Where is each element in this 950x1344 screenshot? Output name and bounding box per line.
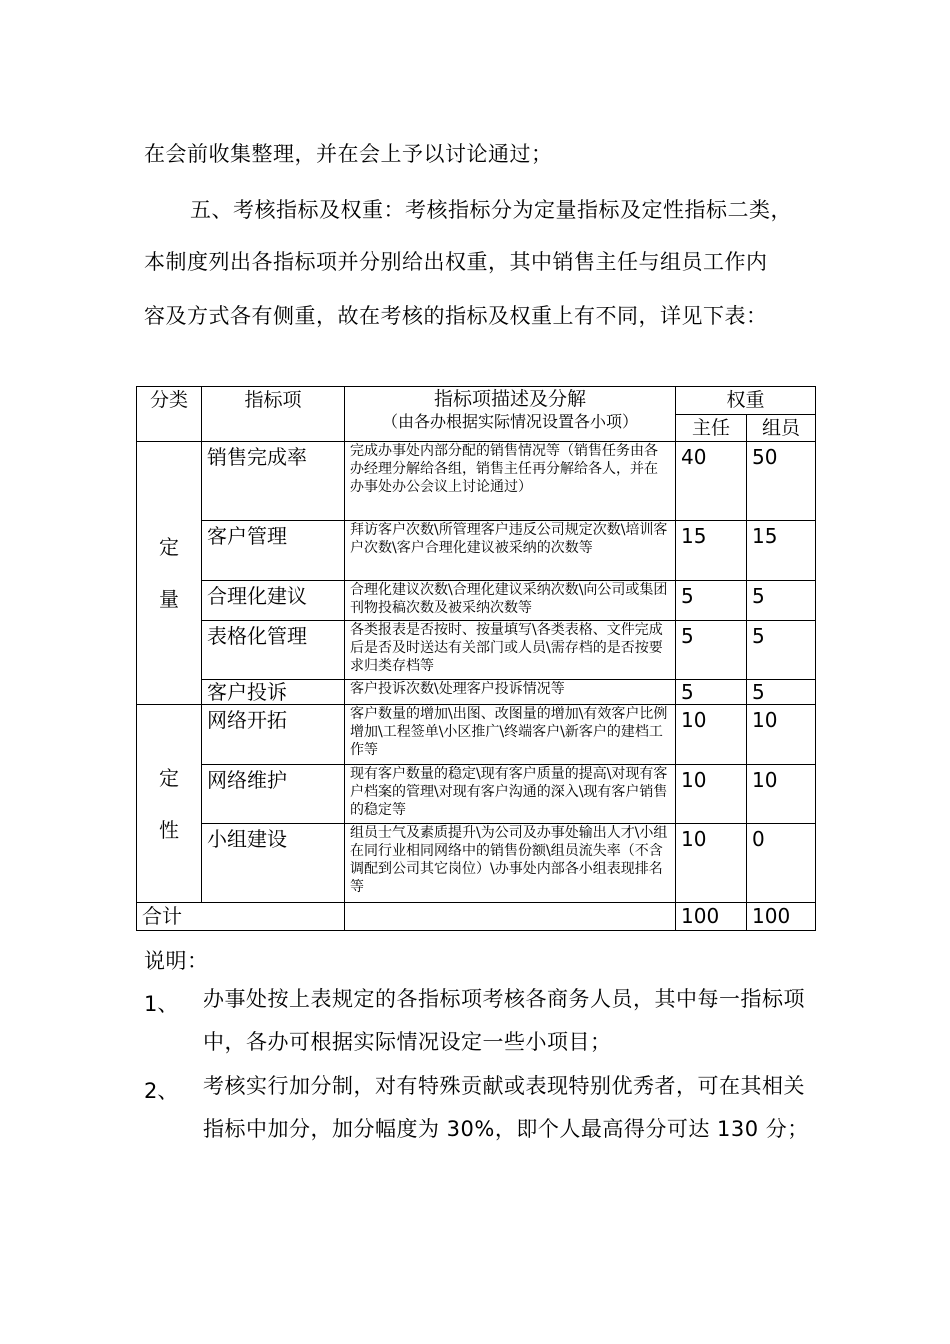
header-description [345, 387, 676, 442]
paragraph-1: 在会前收集整理，并在会上予以讨论通过； [144, 142, 553, 166]
total-director: 100 [676, 903, 747, 931]
table-row [137, 680, 816, 705]
paragraph-2-line-3: 容及方式各有侧重，故在考核的指标及权重上有不同，详见下表： [144, 304, 768, 328]
header-description-subtitle: （由各办根据实际情况设置各小项） [381, 412, 638, 431]
total-row [137, 903, 816, 931]
row-director-weight: 5 [676, 581, 747, 621]
section-5-heading: 五、考核指标及权重：考核指标分为定量指标及定性指标二类， [190, 198, 792, 222]
row-item: 销售完成率 [202, 442, 345, 521]
category-quantitative-char-1: 定 [159, 535, 179, 559]
row-item: 小组建设 [202, 824, 345, 903]
table-row [137, 621, 816, 680]
table-row [137, 765, 816, 824]
row-member-weight: 10 [747, 705, 816, 765]
note-1-number: 1、 [144, 992, 179, 1016]
table-row [137, 442, 816, 521]
row-item: 客户管理 [202, 521, 345, 581]
row-member-weight: 5 [747, 680, 816, 705]
note-2-text: 考核实行加分制，对有特殊贡献或表现特别优秀者，可在其相关指标中加分，加分幅度为 30%，即个人最高得分可达 130 分； [203, 1074, 809, 1141]
category-qualitative-char-2: 性 [159, 817, 179, 842]
total-member: 100 [747, 903, 816, 931]
row-item: 网络维护 [202, 765, 345, 824]
note-1-text: 办事处按上表规定的各指标项考核各商务人员，其中每一指标项中，各办可根据实际情况设定一些小项目； [203, 987, 805, 1054]
category-quantitative-char-2: 量 [159, 587, 179, 611]
row-director-weight: 40 [676, 442, 747, 521]
row-member-weight: 10 [747, 765, 816, 824]
row-item: 合理化建议 [202, 581, 345, 621]
row-member-weight: 0 [747, 824, 816, 903]
header-item: 指标项 [202, 387, 345, 442]
row-director-weight: 5 [676, 680, 747, 705]
table-row [137, 824, 816, 903]
row-director-weight: 10 [676, 705, 747, 765]
table-row [137, 521, 816, 581]
row-director-weight: 10 [676, 824, 747, 903]
row-description: 组员士气及素质提升\为公司及办事处输出人才\小组在同行业相同网络中的销售份额\组员流失率（不含调配到公司其它岗位）\办事处内部各小组表现排名等 [345, 824, 676, 903]
table-row [137, 705, 816, 765]
header-director: 主任 [676, 415, 747, 442]
row-director-weight: 5 [676, 621, 747, 680]
header-category: 分类 [137, 387, 202, 442]
row-item: 客户投诉 [202, 680, 345, 705]
row-description: 完成办事处内部分配的销售情况等（销售任务由各办经理分解给各组，销售主任再分解给各人，并在办事处办公会议上讨论通过） [345, 442, 676, 521]
table-row [137, 581, 816, 621]
row-item: 表格化管理 [202, 621, 345, 680]
row-description: 客户数量的增加\出图、改图量的增加\有效客户比例增加\工程签单\小区推广\终端客户\新客户的建档工作等 [345, 705, 676, 765]
row-item: 网络开拓 [202, 705, 345, 765]
row-description: 拜访客户次数\所管理客户违反公司规定次数\培训客户次数\客户合理化建议被采纳的次数等 [345, 521, 676, 581]
indicator-weight-table [136, 386, 816, 931]
note-2-number: 2、 [144, 1079, 179, 1103]
row-director-weight: 15 [676, 521, 747, 581]
row-director-weight: 10 [676, 765, 747, 824]
category-qualitative [137, 705, 202, 903]
row-member-weight: 15 [747, 521, 816, 581]
row-description: 各类报表是否按时、按量填写\各类表格、文件完成后是否及时送达有关部门或人员\需存档的是否按要求归类存档等 [345, 621, 676, 680]
row-member-weight: 5 [747, 581, 816, 621]
total-description-empty [345, 903, 676, 931]
header-description-title: 指标项描述及分解 [433, 388, 586, 410]
header-member: 组员 [747, 415, 816, 442]
paragraph-2-line-2: 本制度列出各指标项并分别给出权重，其中销售主任与组员工作内 [144, 250, 768, 274]
category-quantitative [137, 442, 202, 705]
header-weight: 权重 [676, 387, 816, 415]
row-description: 客户投诉次数\处理客户投诉情况等 [345, 680, 676, 705]
category-qualitative-char-1: 定 [159, 765, 179, 790]
notes-title: 说明： [144, 949, 209, 973]
row-member-weight: 5 [747, 621, 816, 680]
total-label: 合计 [137, 903, 345, 931]
row-description: 合理化建议次数\合理化建议采纳次数\向公司或集团刊物投稿次数及被采纳次数等 [345, 581, 676, 621]
row-member-weight: 50 [747, 442, 816, 521]
row-description: 现有客户数量的稳定\现有客户质量的提高\对现有客户档案的管理\对现有客户沟通的深入\现有客户销售的稳定等 [345, 765, 676, 824]
